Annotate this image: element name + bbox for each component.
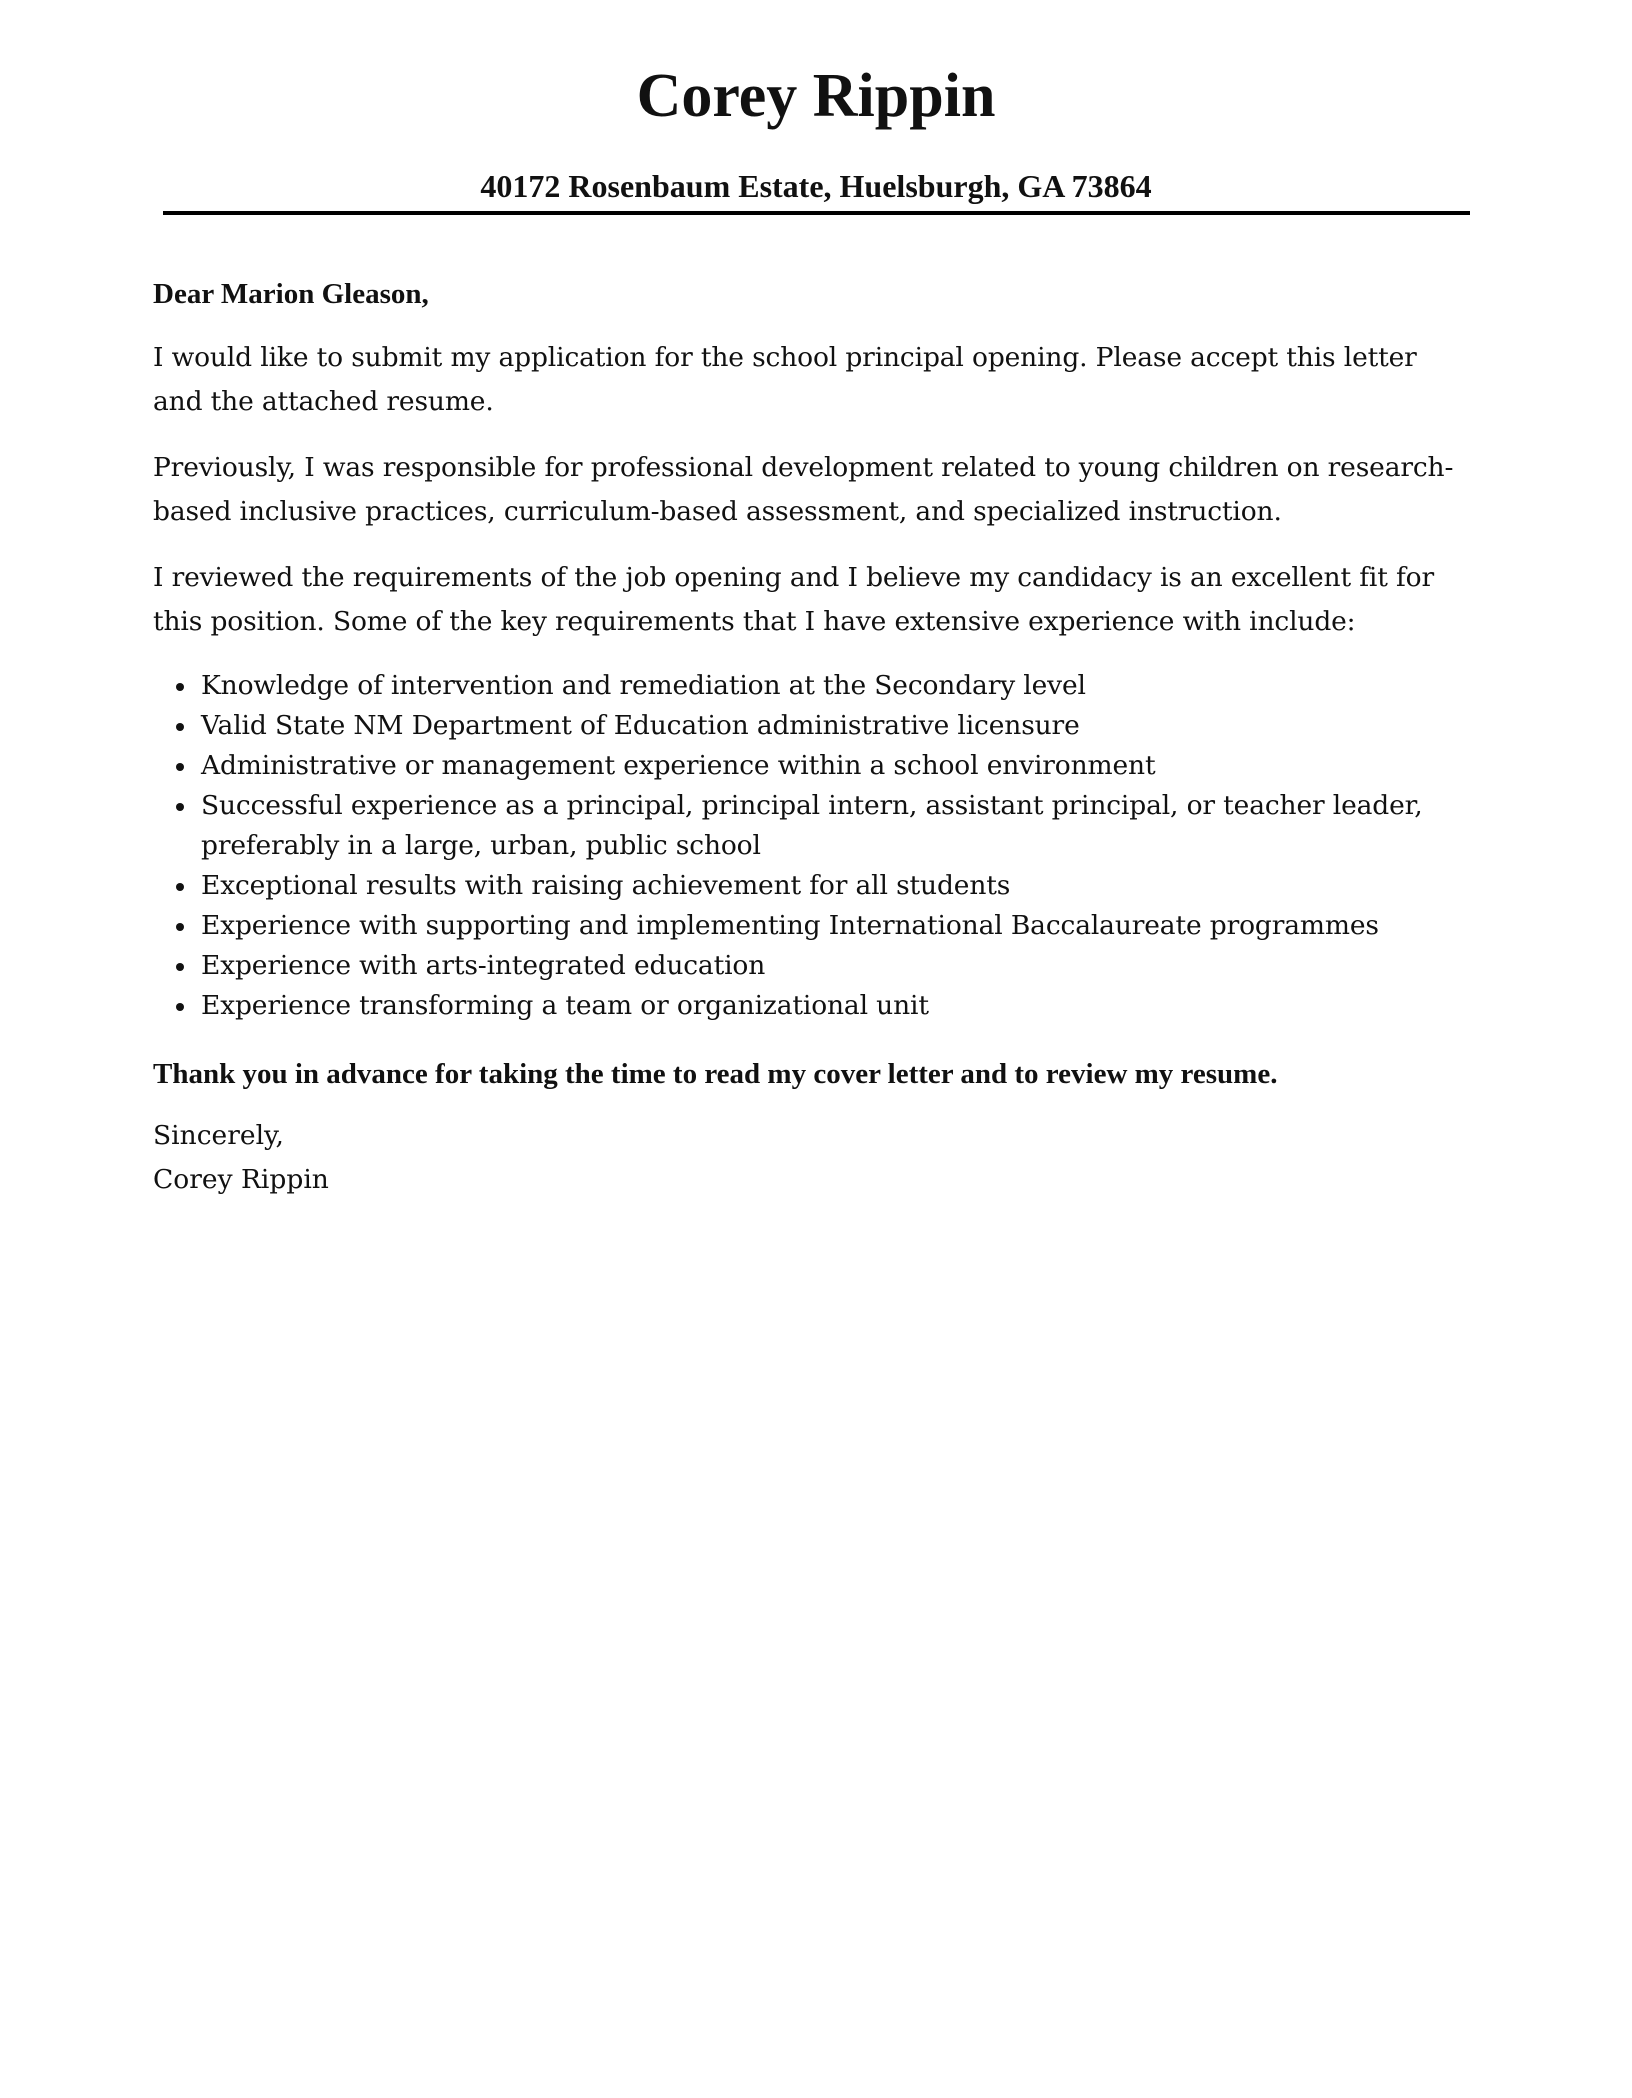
list-item-text: Experience with arts-integrated education	[201, 950, 766, 981]
thank-you-line: Thank you in advance for taking the time to read my cover letter and to review my resume.	[153, 1058, 1278, 1090]
applicant-address: 40172 Rosenbaum Estate, Huelsburgh, GA 73864	[480, 168, 1152, 204]
salutation: Dear Marion Gleason,	[153, 278, 429, 310]
list-item-text: Successful experience as a principal, principal intern, assistant principal, or teacher leader, preferably in a large, urban, public school	[201, 790, 1423, 861]
list-item	[153, 746, 1473, 786]
list-item	[153, 786, 1473, 866]
bullet-icon	[176, 1003, 184, 1011]
bullet-icon	[176, 923, 184, 931]
closing: Sincerely,	[153, 1120, 284, 1151]
list-item-text: Exceptional results with raising achievement for all students	[201, 870, 1011, 901]
header-divider	[163, 211, 1470, 215]
list-item-text: Experience with supporting and implementing International Baccalaureate programmes	[201, 910, 1379, 941]
list-item-text: Experience transforming a team or organizational unit	[201, 990, 929, 1021]
bullet-icon	[176, 883, 184, 891]
requirements-paragraph: I reviewed the requirements of the job opening and I believe my candidacy is an excellent fit for this position. Some of the key requirements that I have extensive experience with include:	[153, 562, 1434, 637]
list-item-text: Valid State NM Department of Education administrative licensure	[201, 710, 1080, 741]
experience-paragraph: Previously, I was responsible for professional development related to young children on research-based inclusive practices, curriculum-based assessment, and specialized instruction.	[153, 452, 1454, 527]
list-item	[153, 906, 1473, 946]
requirements-list	[153, 666, 1473, 1026]
list-item	[153, 986, 1473, 1026]
bullet-icon	[176, 763, 184, 771]
list-item	[153, 946, 1473, 986]
list-item	[153, 706, 1473, 746]
list-item-text: Administrative or management experience within a school environment	[201, 750, 1156, 781]
bullet-icon	[176, 683, 184, 691]
letter-body	[153, 272, 1473, 1202]
bullet-icon	[176, 723, 184, 731]
intro-paragraph: I would like to submit my application for the school principal opening. Please accept this letter and the attached resume.	[153, 342, 1417, 417]
list-item	[153, 866, 1473, 906]
signature: Corey Rippin	[153, 1164, 329, 1195]
list-item	[153, 666, 1473, 706]
bullet-icon	[176, 803, 184, 811]
applicant-name: Corey Rippin	[636, 62, 996, 130]
bullet-icon	[176, 963, 184, 971]
list-item-text: Knowledge of intervention and remediation at the Secondary level	[201, 670, 1086, 701]
